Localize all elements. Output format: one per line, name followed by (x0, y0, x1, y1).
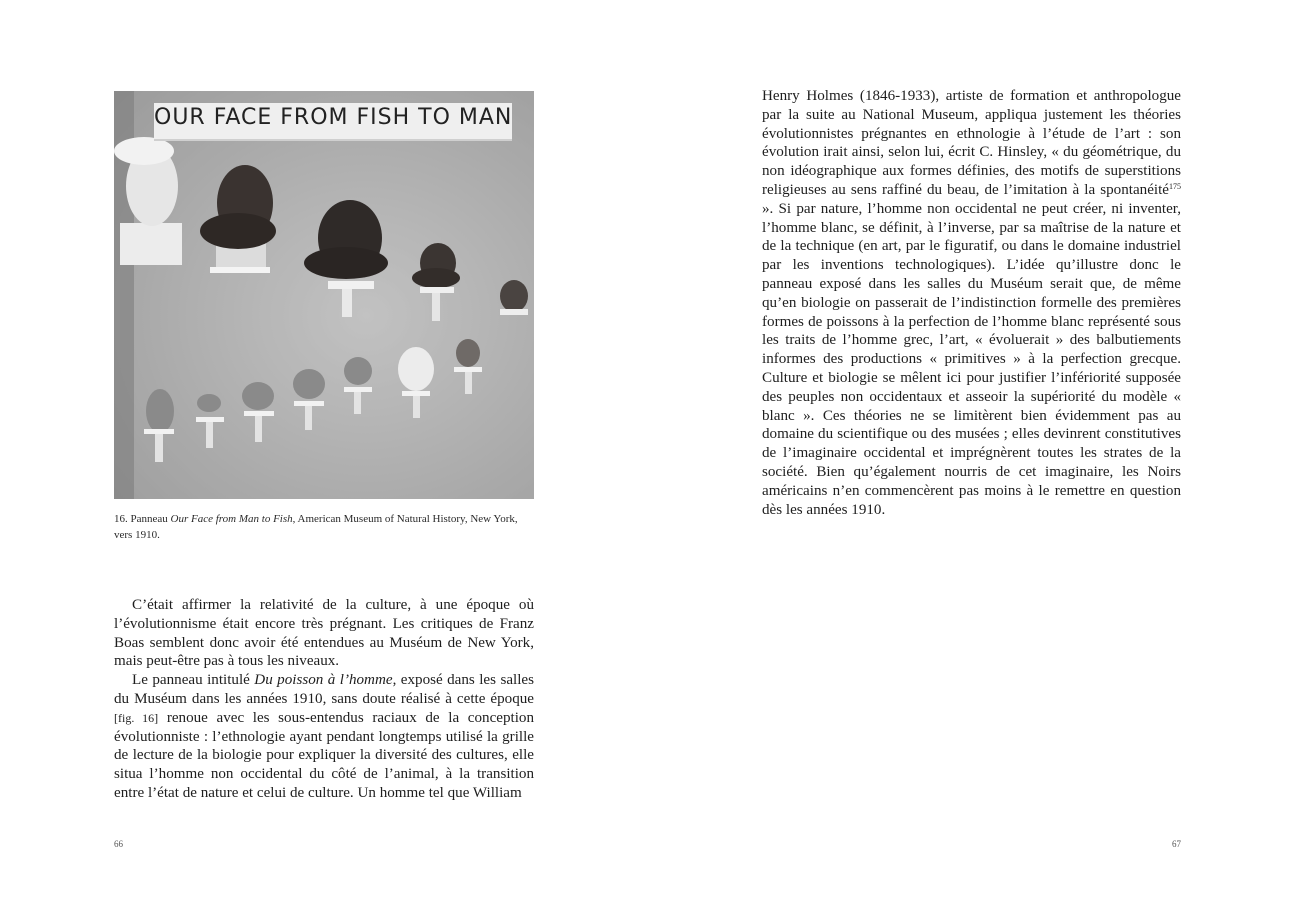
right-text-start: Henry Holmes (1846-1933), artiste de formation et anthropologue par la suite au National Museum, appliqua justement les théories évolutionnistes prégnantes en ethnologie à l’étude de l’art : son évolution irait ainsi, selon lui, écrit C. Hinsley, « du géométrique, du non idéographique aux formes définies, des motifs de superstitions religieuses au sens raffiné du beau, de l’imitation à la spontanéité (762, 88, 1181, 198)
caption-suffix: , American Museum of Natural History, New York, vers 1910. (114, 513, 518, 541)
page-number-right: 67 (1172, 839, 1181, 849)
right-paragraph (762, 87, 1181, 519)
paragraph-2-middle: , exposé dans les salles du Muséum dans les années 1910, sans doute réalisé à cette époque (114, 672, 534, 707)
caption-title: Our Face from Man to Fish (170, 513, 293, 525)
paragraph-2-rest: renoue avec les sous-entendus raciaux de la conception évolutionniste : l’ethnologie ayant pendant longtemps utilisé la grille de lecture de la biologie pour expliquer la diversité des cultures, elle situa l’homme non occidental du côté de l’animal, à la transition entre l’état de nature et celui de culture. Un homme tel que William (114, 709, 534, 801)
right-page (647, 0, 1294, 913)
figure-reference: [fig. 16] (114, 710, 159, 725)
busts-illustration (114, 91, 534, 499)
caption-prefix: 16. Panneau (114, 513, 171, 525)
page-number-left: 66 (114, 839, 123, 849)
figure-caption (114, 511, 536, 543)
museum-panel-photo (114, 91, 534, 499)
footnote-reference: 175 (1169, 181, 1181, 191)
panel-title-italic: Du poisson à l’homme (254, 672, 393, 689)
paragraph-1: C’était affirmer la relativité de la culture, à une époque où l’évolutionnisme était encore très prégnant. Les critiques de Franz Boas semblent donc avoir été entendues au Muséum de New York, mais peut-être pas à tous les niveaux. (114, 597, 534, 670)
right-body-text (762, 87, 1181, 519)
paragraph-2-start: Le panneau intitulé (132, 672, 255, 689)
paragraph-2 (114, 671, 534, 803)
left-body-text (114, 596, 534, 803)
right-text-rest: ». Si par nature, l’homme non occidental ne peut créer, ni inventer, l’homme blanc, se définit, à l’inverse, par sa maîtrise de la nature et de la technique (en art, par le figuratif, ou dans le domaine industriel par les inventions technologiques). L’idée qu’illustre donc le panneau exposé dans les salles du Muséum serait que, de même qu’en biologie on passerait de l’indistinction formelle des premières formes de poissons à la perfection de l’homme blanc représenté sous les traits de l’homme grec, l’art, « évoluerait » des balbutiements informes des productions « primitives » à la perfection grecque. Culture et biologie se mêlent ici pour justifier l’infériorité supposée des peuples non occidentaux et asseoir la supériorité du modèle « blanc ». Ces théories ne se limitèrent bien évidemment pas au domaine du scientifique ou des musées ; elles devinrent constitutives de l’imaginaire occidental et imprégnèrent toutes les strates de la société. Bien qu’également nourris de cet imaginaire, les Noirs américains n’en commencèrent pas moins à le remettre en question dès les années 1910. (762, 200, 1181, 518)
panel-banner-text: OUR FACE FROM FISH TO MAN (154, 105, 513, 130)
